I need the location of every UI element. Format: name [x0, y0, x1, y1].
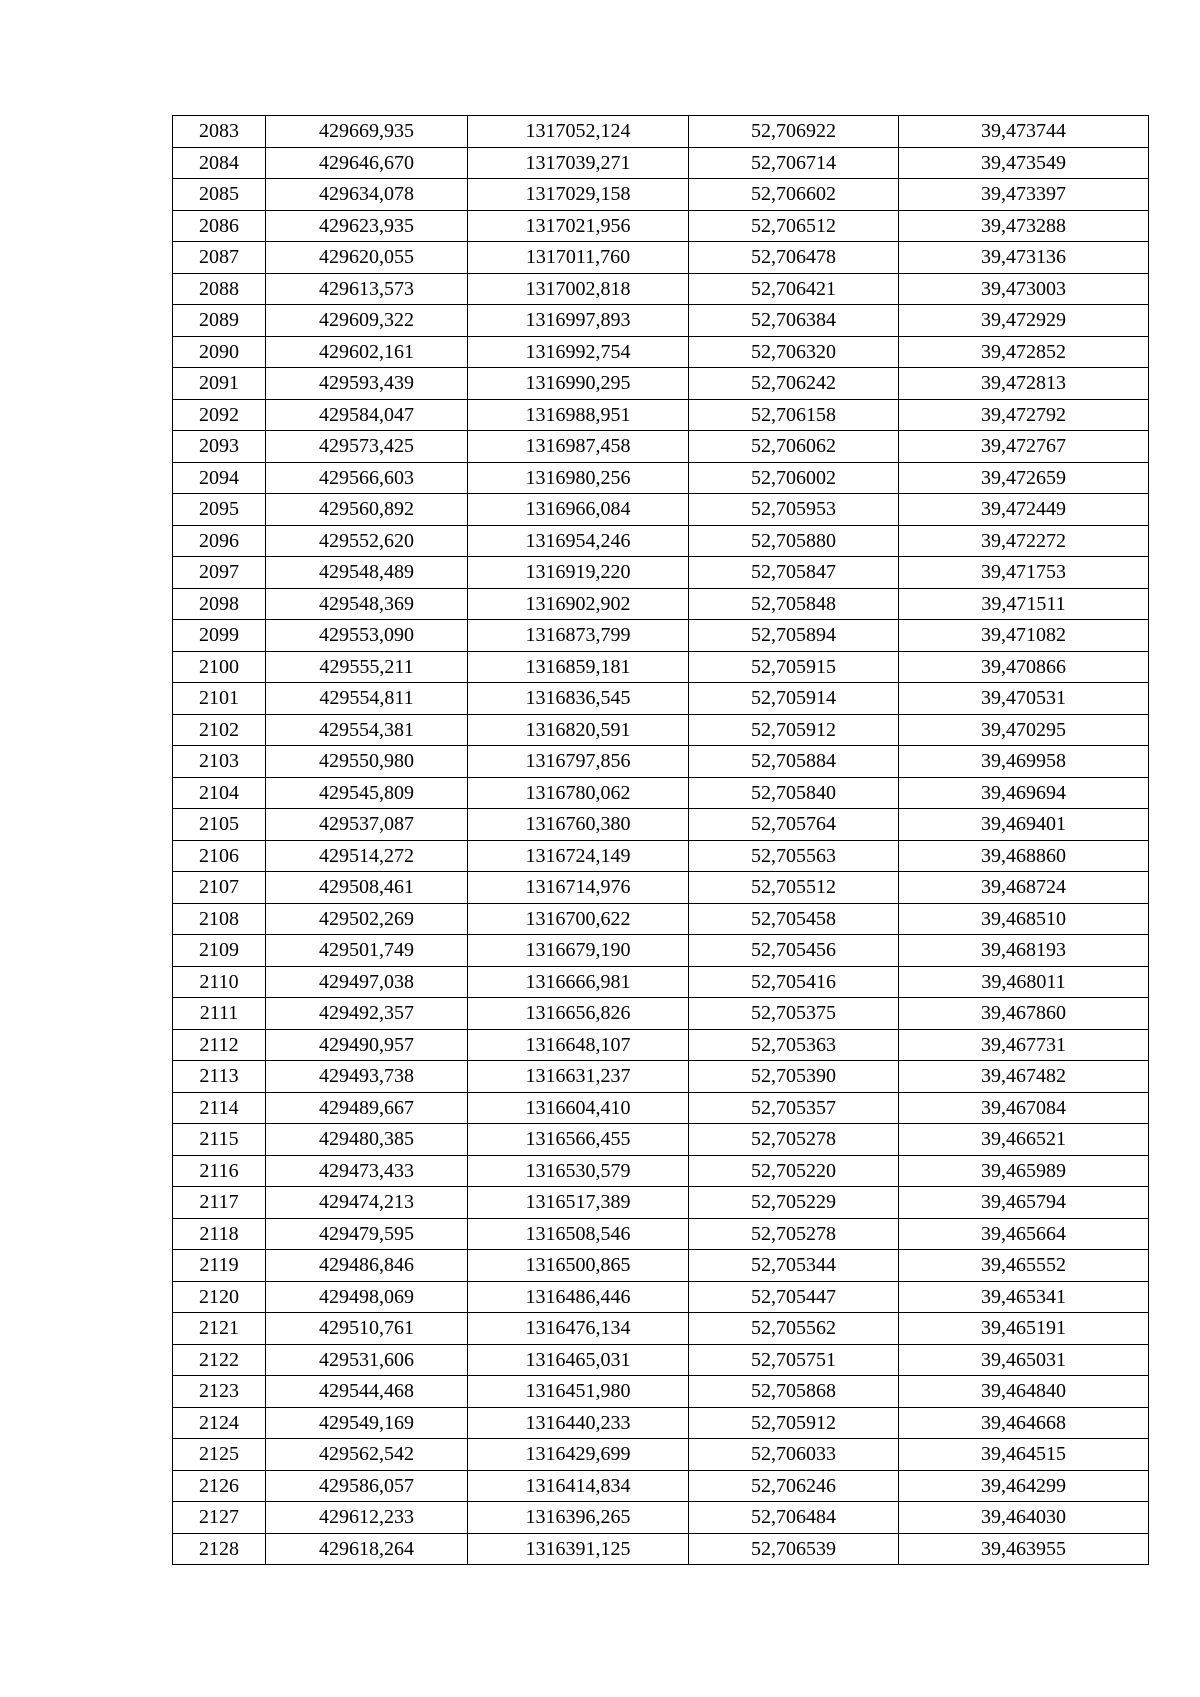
longitude-cell: 39,464299 — [899, 1470, 1149, 1502]
y-coordinate-cell: 1316566,455 — [468, 1124, 689, 1156]
x-coordinate-cell: 429613,573 — [266, 273, 468, 305]
point-number-cell: 2083 — [173, 116, 266, 148]
longitude-cell: 39,467084 — [899, 1092, 1149, 1124]
longitude-cell: 39,464030 — [899, 1502, 1149, 1534]
y-coordinate-cell: 1316780,062 — [468, 777, 689, 809]
latitude-cell: 52,705344 — [689, 1250, 899, 1282]
longitude-cell: 39,464668 — [899, 1407, 1149, 1439]
x-coordinate-cell: 429480,385 — [266, 1124, 468, 1156]
point-number-cell: 2093 — [173, 431, 266, 463]
longitude-cell: 39,468860 — [899, 840, 1149, 872]
point-number-cell: 2096 — [173, 525, 266, 557]
longitude-cell: 39,465031 — [899, 1344, 1149, 1376]
y-coordinate-cell: 1316859,181 — [468, 651, 689, 683]
latitude-cell: 52,705512 — [689, 872, 899, 904]
y-coordinate-cell: 1317052,124 — [468, 116, 689, 148]
x-coordinate-cell: 429490,957 — [266, 1029, 468, 1061]
latitude-cell: 52,705562 — [689, 1313, 899, 1345]
x-coordinate-cell: 429473,433 — [266, 1155, 468, 1187]
y-coordinate-cell: 1317021,956 — [468, 210, 689, 242]
latitude-cell: 52,705764 — [689, 809, 899, 841]
y-coordinate-cell: 1316530,579 — [468, 1155, 689, 1187]
x-coordinate-cell: 429474,213 — [266, 1187, 468, 1219]
x-coordinate-cell: 429553,090 — [266, 620, 468, 652]
point-number-cell: 2109 — [173, 935, 266, 967]
table-row — [173, 998, 1149, 1030]
latitude-cell: 52,706062 — [689, 431, 899, 463]
longitude-cell: 39,470866 — [899, 651, 1149, 683]
longitude-cell: 39,473288 — [899, 210, 1149, 242]
longitude-cell: 39,466521 — [899, 1124, 1149, 1156]
point-number-cell: 2085 — [173, 179, 266, 211]
point-number-cell: 2088 — [173, 273, 266, 305]
y-coordinate-cell: 1316919,220 — [468, 557, 689, 589]
y-coordinate-cell: 1316836,545 — [468, 683, 689, 715]
longitude-cell: 39,473744 — [899, 116, 1149, 148]
latitude-cell: 52,705914 — [689, 683, 899, 715]
point-number-cell: 2120 — [173, 1281, 266, 1313]
table-row — [173, 1407, 1149, 1439]
table-row — [173, 588, 1149, 620]
x-coordinate-cell: 429584,047 — [266, 399, 468, 431]
longitude-cell: 39,465794 — [899, 1187, 1149, 1219]
latitude-cell: 52,705416 — [689, 966, 899, 998]
x-coordinate-cell: 429669,935 — [266, 116, 468, 148]
table-row — [173, 462, 1149, 494]
y-coordinate-cell: 1316517,389 — [468, 1187, 689, 1219]
longitude-cell: 39,472659 — [899, 462, 1149, 494]
latitude-cell: 52,706484 — [689, 1502, 899, 1534]
longitude-cell: 39,470531 — [899, 683, 1149, 715]
point-number-cell: 2111 — [173, 998, 266, 1030]
y-coordinate-cell: 1316656,826 — [468, 998, 689, 1030]
y-coordinate-cell: 1316997,893 — [468, 305, 689, 337]
y-coordinate-cell: 1316966,084 — [468, 494, 689, 526]
longitude-cell: 39,468193 — [899, 935, 1149, 967]
longitude-cell: 39,465664 — [899, 1218, 1149, 1250]
latitude-cell: 52,706242 — [689, 368, 899, 400]
longitude-cell: 39,471753 — [899, 557, 1149, 589]
y-coordinate-cell: 1316902,902 — [468, 588, 689, 620]
y-coordinate-cell: 1316440,233 — [468, 1407, 689, 1439]
x-coordinate-cell: 429544,468 — [266, 1376, 468, 1408]
table-row — [173, 1281, 1149, 1313]
table-row — [173, 494, 1149, 526]
longitude-cell: 39,472852 — [899, 336, 1149, 368]
x-coordinate-cell: 429573,425 — [266, 431, 468, 463]
y-coordinate-cell: 1316679,190 — [468, 935, 689, 967]
point-number-cell: 2101 — [173, 683, 266, 715]
longitude-cell: 39,472449 — [899, 494, 1149, 526]
x-coordinate-cell: 429560,892 — [266, 494, 468, 526]
y-coordinate-cell: 1316451,980 — [468, 1376, 689, 1408]
y-coordinate-cell: 1316604,410 — [468, 1092, 689, 1124]
table-row — [173, 1313, 1149, 1345]
x-coordinate-cell: 429549,169 — [266, 1407, 468, 1439]
latitude-cell: 52,706158 — [689, 399, 899, 431]
y-coordinate-cell: 1316631,237 — [468, 1061, 689, 1093]
coordinates-table-body — [173, 116, 1149, 1565]
longitude-cell: 39,464840 — [899, 1376, 1149, 1408]
x-coordinate-cell: 429502,269 — [266, 903, 468, 935]
latitude-cell: 52,705363 — [689, 1029, 899, 1061]
latitude-cell: 52,705563 — [689, 840, 899, 872]
table-row — [173, 1344, 1149, 1376]
x-coordinate-cell: 429492,357 — [266, 998, 468, 1030]
x-coordinate-cell: 429618,264 — [266, 1533, 468, 1565]
table-row — [173, 557, 1149, 589]
latitude-cell: 52,706421 — [689, 273, 899, 305]
latitude-cell: 52,705912 — [689, 1407, 899, 1439]
table-row — [173, 1533, 1149, 1565]
point-number-cell: 2104 — [173, 777, 266, 809]
table-row — [173, 1470, 1149, 1502]
longitude-cell: 39,472767 — [899, 431, 1149, 463]
x-coordinate-cell: 429562,542 — [266, 1439, 468, 1471]
latitude-cell: 52,705456 — [689, 935, 899, 967]
point-number-cell: 2117 — [173, 1187, 266, 1219]
y-coordinate-cell: 1316429,699 — [468, 1439, 689, 1471]
x-coordinate-cell: 429493,738 — [266, 1061, 468, 1093]
table-row — [173, 714, 1149, 746]
point-number-cell: 2122 — [173, 1344, 266, 1376]
table-row — [173, 1218, 1149, 1250]
latitude-cell: 52,705220 — [689, 1155, 899, 1187]
longitude-cell: 39,470295 — [899, 714, 1149, 746]
table-row — [173, 1250, 1149, 1282]
longitude-cell: 39,468724 — [899, 872, 1149, 904]
y-coordinate-cell: 1316414,834 — [468, 1470, 689, 1502]
x-coordinate-cell: 429609,322 — [266, 305, 468, 337]
latitude-cell: 52,705375 — [689, 998, 899, 1030]
point-number-cell: 2108 — [173, 903, 266, 935]
latitude-cell: 52,706033 — [689, 1439, 899, 1471]
point-number-cell: 2107 — [173, 872, 266, 904]
x-coordinate-cell: 429555,211 — [266, 651, 468, 683]
point-number-cell: 2118 — [173, 1218, 266, 1250]
table-row — [173, 1061, 1149, 1093]
longitude-cell: 39,465552 — [899, 1250, 1149, 1282]
x-coordinate-cell: 429545,809 — [266, 777, 468, 809]
table-row — [173, 1439, 1149, 1471]
longitude-cell: 39,468510 — [899, 903, 1149, 935]
table-row — [173, 147, 1149, 179]
longitude-cell: 39,468011 — [899, 966, 1149, 998]
latitude-cell: 52,706246 — [689, 1470, 899, 1502]
coordinates-table — [172, 115, 1149, 1565]
y-coordinate-cell: 1316980,256 — [468, 462, 689, 494]
x-coordinate-cell: 429586,057 — [266, 1470, 468, 1502]
x-coordinate-cell: 429602,161 — [266, 336, 468, 368]
table-row — [173, 935, 1149, 967]
table-row — [173, 305, 1149, 337]
latitude-cell: 52,705915 — [689, 651, 899, 683]
table-row — [173, 368, 1149, 400]
table-row — [173, 116, 1149, 148]
x-coordinate-cell: 429514,272 — [266, 840, 468, 872]
y-coordinate-cell: 1316465,031 — [468, 1344, 689, 1376]
latitude-cell: 52,706714 — [689, 147, 899, 179]
latitude-cell: 52,705894 — [689, 620, 899, 652]
latitude-cell: 52,705229 — [689, 1187, 899, 1219]
table-row — [173, 242, 1149, 274]
latitude-cell: 52,705458 — [689, 903, 899, 935]
latitude-cell: 52,705848 — [689, 588, 899, 620]
x-coordinate-cell: 429634,078 — [266, 179, 468, 211]
latitude-cell: 52,706002 — [689, 462, 899, 494]
table-row — [173, 1376, 1149, 1408]
table-row — [173, 399, 1149, 431]
point-number-cell: 2084 — [173, 147, 266, 179]
latitude-cell: 52,705912 — [689, 714, 899, 746]
point-number-cell: 2095 — [173, 494, 266, 526]
x-coordinate-cell: 429566,603 — [266, 462, 468, 494]
x-coordinate-cell: 429510,761 — [266, 1313, 468, 1345]
y-coordinate-cell: 1316954,246 — [468, 525, 689, 557]
point-number-cell: 2113 — [173, 1061, 266, 1093]
table-row — [173, 620, 1149, 652]
point-number-cell: 2127 — [173, 1502, 266, 1534]
y-coordinate-cell: 1316508,546 — [468, 1218, 689, 1250]
point-number-cell: 2125 — [173, 1439, 266, 1471]
x-coordinate-cell: 429531,606 — [266, 1344, 468, 1376]
latitude-cell: 52,705840 — [689, 777, 899, 809]
latitude-cell: 52,705953 — [689, 494, 899, 526]
latitude-cell: 52,705868 — [689, 1376, 899, 1408]
point-number-cell: 2094 — [173, 462, 266, 494]
point-number-cell: 2103 — [173, 746, 266, 778]
x-coordinate-cell: 429498,069 — [266, 1281, 468, 1313]
table-row — [173, 903, 1149, 935]
latitude-cell: 52,705278 — [689, 1124, 899, 1156]
y-coordinate-cell: 1316724,149 — [468, 840, 689, 872]
longitude-cell: 39,467860 — [899, 998, 1149, 1030]
longitude-cell: 39,473549 — [899, 147, 1149, 179]
latitude-cell: 52,706478 — [689, 242, 899, 274]
latitude-cell: 52,705447 — [689, 1281, 899, 1313]
y-coordinate-cell: 1316476,134 — [468, 1313, 689, 1345]
latitude-cell: 52,706602 — [689, 179, 899, 211]
longitude-cell: 39,472272 — [899, 525, 1149, 557]
table-row — [173, 746, 1149, 778]
longitude-cell: 39,467482 — [899, 1061, 1149, 1093]
y-coordinate-cell: 1316666,981 — [468, 966, 689, 998]
point-number-cell: 2090 — [173, 336, 266, 368]
x-coordinate-cell: 429486,846 — [266, 1250, 468, 1282]
y-coordinate-cell: 1317011,760 — [468, 242, 689, 274]
table-row — [173, 1155, 1149, 1187]
y-coordinate-cell: 1316700,622 — [468, 903, 689, 935]
point-number-cell: 2091 — [173, 368, 266, 400]
longitude-cell: 39,463955 — [899, 1533, 1149, 1565]
point-number-cell: 2121 — [173, 1313, 266, 1345]
table-row — [173, 683, 1149, 715]
x-coordinate-cell: 429508,461 — [266, 872, 468, 904]
table-row — [173, 273, 1149, 305]
table-row — [173, 1187, 1149, 1219]
table-row — [173, 809, 1149, 841]
y-coordinate-cell: 1316797,856 — [468, 746, 689, 778]
table-row — [173, 1092, 1149, 1124]
table-row — [173, 966, 1149, 998]
y-coordinate-cell: 1316820,591 — [468, 714, 689, 746]
point-number-cell: 2110 — [173, 966, 266, 998]
table-row — [173, 336, 1149, 368]
y-coordinate-cell: 1316396,265 — [468, 1502, 689, 1534]
table-row — [173, 777, 1149, 809]
point-number-cell: 2114 — [173, 1092, 266, 1124]
point-number-cell: 2126 — [173, 1470, 266, 1502]
table-row — [173, 210, 1149, 242]
longitude-cell: 39,472929 — [899, 305, 1149, 337]
y-coordinate-cell: 1317002,818 — [468, 273, 689, 305]
latitude-cell: 52,705278 — [689, 1218, 899, 1250]
x-coordinate-cell: 429550,980 — [266, 746, 468, 778]
latitude-cell: 52,705390 — [689, 1061, 899, 1093]
table-row — [173, 525, 1149, 557]
point-number-cell: 2100 — [173, 651, 266, 683]
longitude-cell: 39,472792 — [899, 399, 1149, 431]
point-number-cell: 2119 — [173, 1250, 266, 1282]
y-coordinate-cell: 1316992,754 — [468, 336, 689, 368]
longitude-cell: 39,471511 — [899, 588, 1149, 620]
point-number-cell: 2097 — [173, 557, 266, 589]
point-number-cell: 2102 — [173, 714, 266, 746]
latitude-cell: 52,705884 — [689, 746, 899, 778]
y-coordinate-cell: 1316990,295 — [468, 368, 689, 400]
y-coordinate-cell: 1316987,458 — [468, 431, 689, 463]
latitude-cell: 52,706539 — [689, 1533, 899, 1565]
y-coordinate-cell: 1316500,865 — [468, 1250, 689, 1282]
x-coordinate-cell: 429548,369 — [266, 588, 468, 620]
y-coordinate-cell: 1317039,271 — [468, 147, 689, 179]
y-coordinate-cell: 1316648,107 — [468, 1029, 689, 1061]
longitude-cell: 39,473136 — [899, 242, 1149, 274]
x-coordinate-cell: 429593,439 — [266, 368, 468, 400]
point-number-cell: 2128 — [173, 1533, 266, 1565]
point-number-cell: 2087 — [173, 242, 266, 274]
table-row — [173, 431, 1149, 463]
table-row — [173, 1124, 1149, 1156]
longitude-cell: 39,465341 — [899, 1281, 1149, 1313]
x-coordinate-cell: 429489,667 — [266, 1092, 468, 1124]
longitude-cell: 39,469694 — [899, 777, 1149, 809]
latitude-cell: 52,705357 — [689, 1092, 899, 1124]
longitude-cell: 39,471082 — [899, 620, 1149, 652]
point-number-cell: 2099 — [173, 620, 266, 652]
y-coordinate-cell: 1316760,380 — [468, 809, 689, 841]
x-coordinate-cell: 429623,935 — [266, 210, 468, 242]
x-coordinate-cell: 429537,087 — [266, 809, 468, 841]
latitude-cell: 52,706320 — [689, 336, 899, 368]
longitude-cell: 39,469958 — [899, 746, 1149, 778]
longitude-cell: 39,472813 — [899, 368, 1149, 400]
x-coordinate-cell: 429497,038 — [266, 966, 468, 998]
latitude-cell: 52,706512 — [689, 210, 899, 242]
longitude-cell: 39,467731 — [899, 1029, 1149, 1061]
longitude-cell: 39,473397 — [899, 179, 1149, 211]
table-row — [173, 1502, 1149, 1534]
x-coordinate-cell: 429612,233 — [266, 1502, 468, 1534]
latitude-cell: 52,705880 — [689, 525, 899, 557]
point-number-cell: 2092 — [173, 399, 266, 431]
x-coordinate-cell: 429554,381 — [266, 714, 468, 746]
latitude-cell: 52,705847 — [689, 557, 899, 589]
longitude-cell: 39,469401 — [899, 809, 1149, 841]
x-coordinate-cell: 429620,055 — [266, 242, 468, 274]
longitude-cell: 39,465191 — [899, 1313, 1149, 1345]
point-number-cell: 2089 — [173, 305, 266, 337]
point-number-cell: 2124 — [173, 1407, 266, 1439]
y-coordinate-cell: 1316988,951 — [468, 399, 689, 431]
latitude-cell: 52,706384 — [689, 305, 899, 337]
longitude-cell: 39,465989 — [899, 1155, 1149, 1187]
point-number-cell: 2115 — [173, 1124, 266, 1156]
point-number-cell: 2112 — [173, 1029, 266, 1061]
x-coordinate-cell: 429646,670 — [266, 147, 468, 179]
point-number-cell: 2098 — [173, 588, 266, 620]
x-coordinate-cell: 429479,595 — [266, 1218, 468, 1250]
point-number-cell: 2106 — [173, 840, 266, 872]
y-coordinate-cell: 1316873,799 — [468, 620, 689, 652]
y-coordinate-cell: 1316391,125 — [468, 1533, 689, 1565]
latitude-cell: 52,706922 — [689, 116, 899, 148]
point-number-cell: 2116 — [173, 1155, 266, 1187]
y-coordinate-cell: 1317029,158 — [468, 179, 689, 211]
table-row — [173, 872, 1149, 904]
point-number-cell: 2123 — [173, 1376, 266, 1408]
x-coordinate-cell: 429552,620 — [266, 525, 468, 557]
x-coordinate-cell: 429554,811 — [266, 683, 468, 715]
y-coordinate-cell: 1316714,976 — [468, 872, 689, 904]
latitude-cell: 52,705751 — [689, 1344, 899, 1376]
table-row — [173, 840, 1149, 872]
table-row — [173, 1029, 1149, 1061]
table-row — [173, 179, 1149, 211]
y-coordinate-cell: 1316486,446 — [468, 1281, 689, 1313]
longitude-cell: 39,464515 — [899, 1439, 1149, 1471]
longitude-cell: 39,473003 — [899, 273, 1149, 305]
table-row — [173, 651, 1149, 683]
x-coordinate-cell: 429548,489 — [266, 557, 468, 589]
point-number-cell: 2086 — [173, 210, 266, 242]
x-coordinate-cell: 429501,749 — [266, 935, 468, 967]
point-number-cell: 2105 — [173, 809, 266, 841]
